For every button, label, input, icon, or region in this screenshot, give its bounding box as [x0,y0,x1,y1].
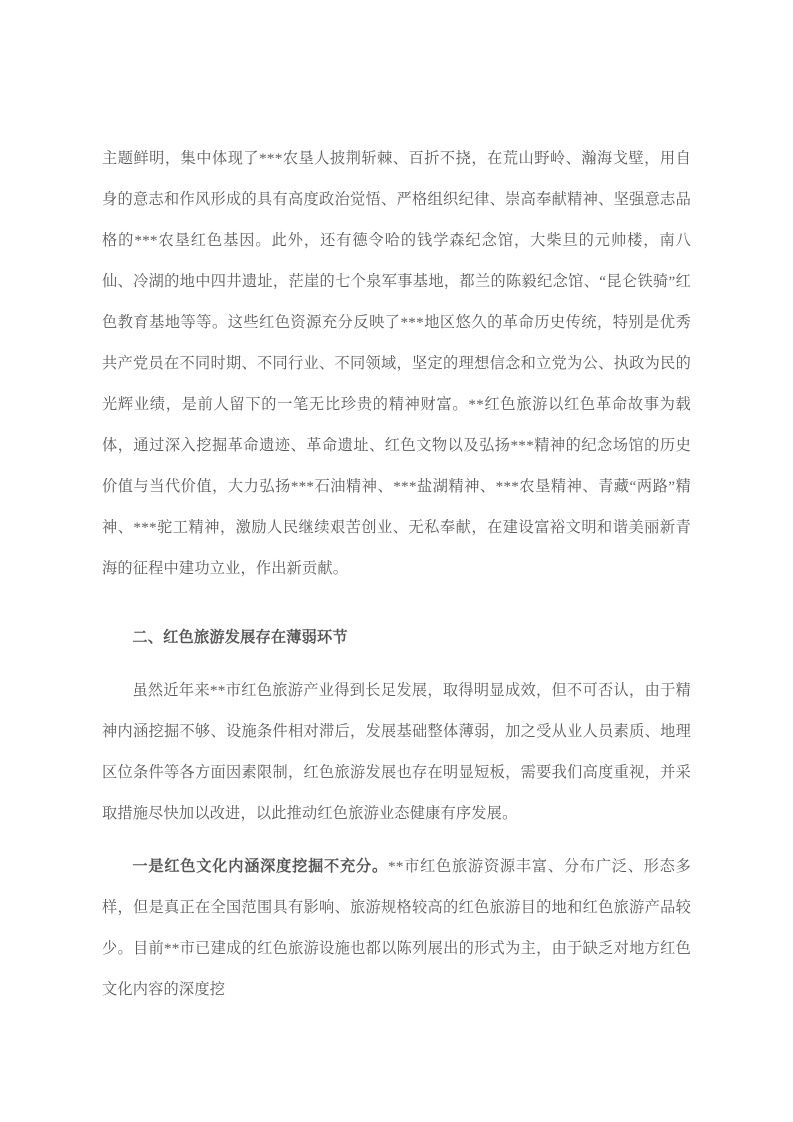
section-heading-two: 二、红色旅游发展存在薄弱环节 [132,629,348,646]
paragraph-spacer [102,589,691,617]
document-body [102,138,691,1010]
paragraph-continuation-red-tourism-resources: 主题鲜明，集中体现了***农垦人披荆斩棘、百折不挠，在荒山野岭、瀚海戈壁，用自身的意志和作风形成的具有高度政治觉悟、严格组织纪律、崇高奉献精神、坚强意志品格的***农垦红色基因。此外，还有德令哈的钱学森纪念馆，大柴旦的元帅楼，南八仙、冷湖的地中四井遗址，茫崖的七个泉军事基地，都兰的陈毅纪念馆、“昆仑铁骑”红色教育基地等等。这些红色资源充分反映了***地区悠久的革命历史传统，特别是优秀共产党员在不同时期、不同行业、不同领域，坚定的理想信念和立党为公、执政为民的光辉业绩，是前人留下的一笔无比珍贵的精神财富。**红色旅游以红色革命故事为载体，通过深入挖掘革命遗迹、革命遗址、红色文物以及弘扬***精神的纪念场馆的历史价值与当代价值，大力弘扬***石油精神、***盐湖精神、***农垦精神、青藏“两路”精神、***驼工精神，激励人民继续艰苦创业、无私奉献，在建设富裕文明和谐美丽新青海的征程中建功立业，作出新贡献。 [102,150,691,577]
point-one-body-text: **市红色旅游资源丰富、分布广泛、形态多样，但是真正在全国范围具有影响、旅游规格较高的红色旅游目的地和红色旅游产品较少。目前**市已建成的红色旅游设施也都以陈列展出的形式为主，由于缺乏对地方红色文化内容的深度挖 [102,858,692,998]
paragraph-spacer-2 [102,834,691,846]
paragraph-weak-links-overview: 虽然近年来**市红色旅游产业得到长足发展，取得明显成效，但不可否认，由于精神内涵挖掘不够、设施条件相对滞后，发展基础整体薄弱，加之受从业人员素质、地理区位条件等各方面因素限制，红色旅游发展也存在明显短板，需要我们高度重视，并采取措施尽快加以改进，以此推动红色旅游业态健康有序发展。 [102,682,691,822]
paragraph-point-one [102,846,691,1010]
heading-spacer [102,658,691,670]
point-one-lead-sentence: 一是红色文化内涵深度挖掘不充分。 [132,858,388,875]
